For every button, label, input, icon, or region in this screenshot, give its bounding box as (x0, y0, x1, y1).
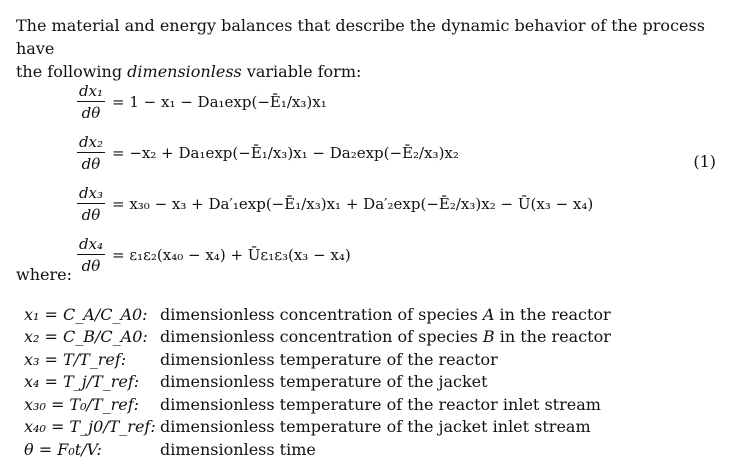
fraction-numerator: dx₁ (78, 81, 104, 100)
intro-line-1: The material and energy balances that describe the dynamic behavior of the process have (16, 16, 705, 58)
definition-description (160, 327, 611, 346)
definition-row (24, 348, 611, 371)
definition-symbol: x₄₀ = T_j0/T_ref: (24, 417, 156, 437)
fraction-bar (77, 254, 105, 255)
derivative-fraction (76, 184, 106, 224)
where-label: where: (16, 265, 72, 284)
fraction-numerator: dx₄ (78, 234, 104, 253)
fraction-denominator: dθ (81, 256, 101, 275)
definition-row (24, 371, 611, 394)
intro-line-2-pre: the following (16, 62, 128, 81)
definition-symbol: θ = F₀t/V: (24, 439, 102, 459)
equation-system (76, 76, 716, 280)
fraction-bar (77, 152, 105, 153)
fraction-bar (77, 203, 105, 204)
intro-paragraph (16, 14, 736, 83)
description-text: dimensionless concentration of species (160, 327, 483, 347)
intro-line-2-post: variable form: (241, 62, 362, 81)
description-text-tail: in the reactor (494, 304, 611, 324)
definition-symbol: x₂ = C_B/C_A0: (24, 327, 148, 347)
definition-description (160, 372, 488, 391)
description-text: dimensionless concentration of species (160, 304, 483, 324)
fraction-numerator: dx₂ (78, 132, 104, 151)
equation-rhs: = ε₁ε₂(x₄₀ − x₄) + Ūε₁ε₃(x₃ − x₄) (112, 245, 351, 264)
definition-row (24, 326, 611, 349)
definition-row (24, 416, 611, 439)
definition-description (160, 305, 611, 324)
definition-symbol: x₁ = C_A/C_A0: (24, 304, 148, 324)
equation-number: (1) (693, 152, 716, 171)
description-text: dimensionless temperature of the jacket inlet stream (160, 417, 591, 437)
description-emphasis: A (482, 304, 495, 324)
definition-row (24, 438, 611, 461)
equation-row (76, 76, 716, 127)
equation-row (76, 127, 716, 178)
description-emphasis: B (482, 327, 495, 347)
equation-row (76, 178, 716, 229)
fraction-numerator: dx₃ (78, 183, 104, 202)
definition-symbol: x₃₀ = T₀/T_ref: (24, 394, 140, 414)
definition-description (160, 395, 601, 414)
description-text: dimensionless temperature of the reactor (160, 349, 498, 369)
definition-row (24, 303, 611, 326)
description-text: dimensionless temperature of the jacket (160, 372, 488, 392)
equation-rhs: = x₃₀ − x₃ + Da′₁exp(−Ē₁/x₃)x₁ + Da′₂exp(−Ē₂/x₃)x₂ − Ū(x₃ − x₄) (112, 194, 594, 213)
definitions-list (24, 303, 611, 461)
description-text: dimensionless time (160, 439, 316, 459)
derivative-fraction (76, 133, 106, 173)
derivative-fraction (76, 235, 106, 275)
fraction-bar (77, 101, 105, 102)
equation-row (76, 229, 716, 280)
definition-description (160, 350, 498, 369)
fraction-denominator: dθ (81, 103, 101, 122)
fraction-denominator: dθ (81, 154, 101, 173)
equation-rhs: = −x₂ + Da₁exp(−Ē₁/x₃)x₁ − Da₂exp(−Ē₂/x₃)x₂ (112, 143, 459, 162)
derivative-fraction (76, 82, 106, 122)
definition-symbol: x₃ = T/T_ref: (24, 349, 127, 369)
description-text: dimensionless temperature of the reactor inlet stream (160, 394, 601, 414)
definition-description (160, 417, 591, 436)
description-text-tail: in the reactor (494, 327, 611, 347)
definition-row (24, 393, 611, 416)
definition-symbol: x₄ = T_j/T_ref: (24, 372, 140, 392)
definition-description (160, 440, 316, 459)
fraction-denominator: dθ (81, 205, 101, 224)
intro-line-2-emphasis: dimensionless (127, 62, 242, 81)
equation-rhs: = 1 − x₁ − Da₁exp(−Ē₁/x₃)x₁ (112, 92, 327, 111)
